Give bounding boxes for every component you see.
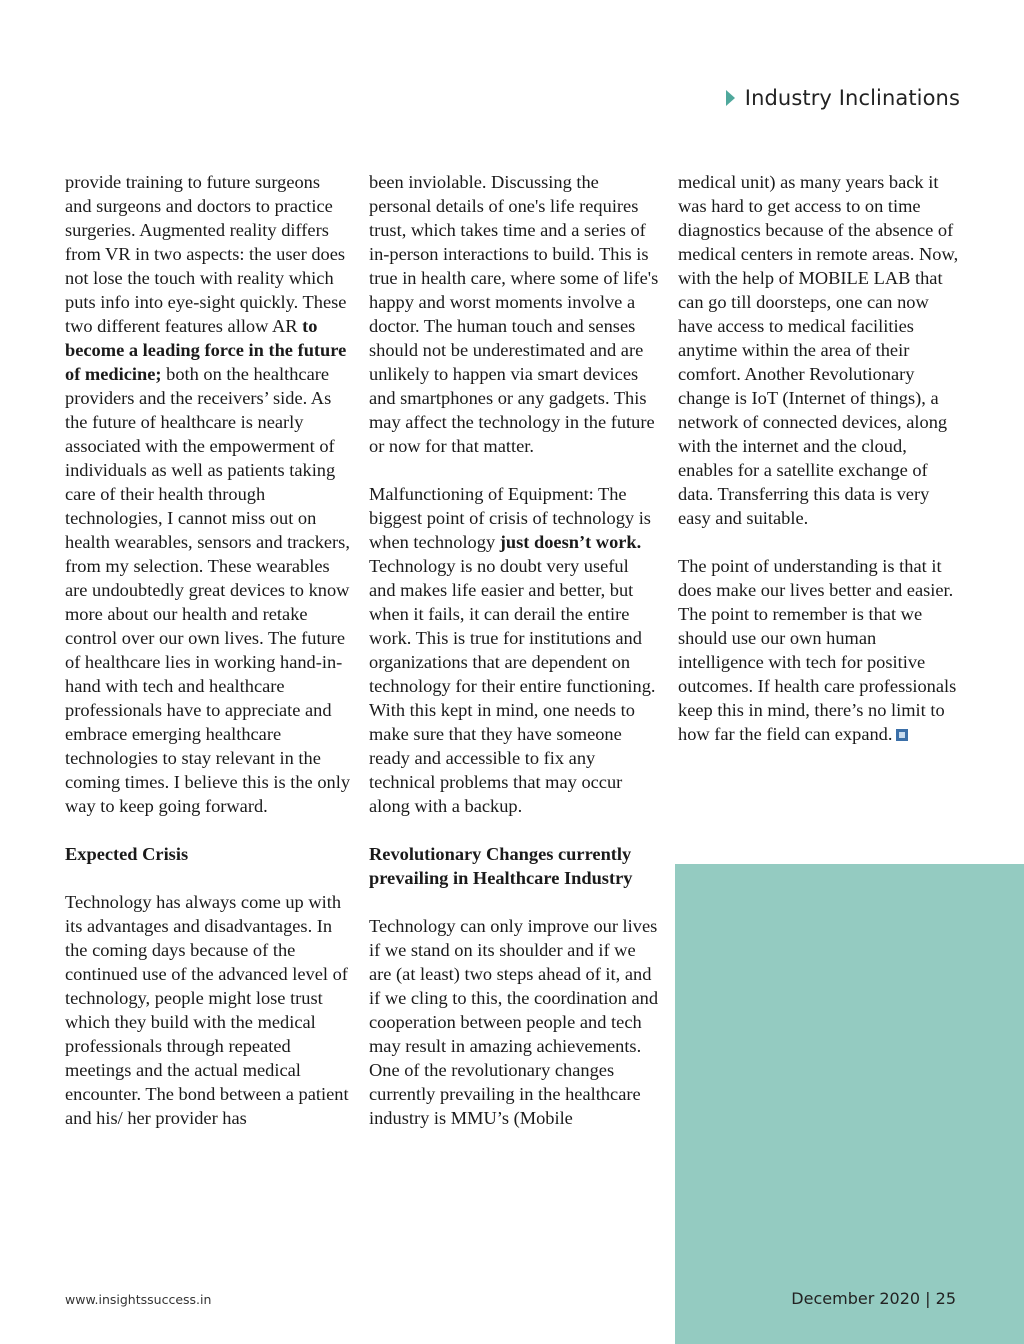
paragraph-text: Technology is no doubt very useful and makes life easier and better, but when it fails, it can derail the entire work. This is true for institutions and organizations that are dependent on technology for their entire functioning. With this kept in mind, one needs to make sure that they have someone ready and accessible to fix any technical problems that may occur along with a backup. [369, 556, 656, 816]
paragraph: been inviolable. Discussing the personal details of one's life requires trust, which takes time and a series of [369, 172, 646, 240]
footer-website: www.insightssuccess.in [65, 1292, 212, 1307]
column-3 [678, 170, 964, 770]
heading-text: Expected Crisis [65, 844, 189, 864]
paragraph-text: provide training to future surgeons and surgeons and doctors to practice surgeries. Augmented reality differs from VR in two aspects: the user does not lose the touch with reality which puts info into eye-sight quickly. These two different features allow AR [65, 172, 347, 336]
paragraph [369, 482, 659, 818]
end-mark-icon [896, 729, 908, 741]
decorative-teal-block [675, 864, 1024, 1344]
paragraph-text: both on the healthcare providers and the receivers’ side. As the future of healthcare is nearly associated with the empowerment of individuals as well as patients taking care of their health through technologies, I cannot miss out on health wearables, sensors and trackers, from my selection. These wearables are undoubtedly great devices to know more about our health and retake control over our own lives. The future of healthcare lies in working hand-in-hand with tech and healthcare professionals have to appreciate and embrace emerging healthcare technologies to stay relevant in the coming times. I believe this is the only way to keep going forward. [65, 364, 351, 816]
paragraph-text: Malfunctioning of Equipment: The biggest point of crisis of technology is when technology [369, 484, 651, 552]
paragraph: Technology can only improve our lives if we stand on its shoulder and if we are (at least) two steps ahead of it, and if we cling to this, the coordination and cooperation between people and tech may result in amazing achievements. One of the revolutionary changes currently prevailing in the healthcare industry is MMU’s (Mobile [369, 916, 659, 1128]
column-2 [369, 170, 659, 1154]
paragraph: medical unit) as many years back it was hard to get access to on time diagnostics because of the absence of medical centers in remote areas. Now, with the help of MOBILE LAB that can go till doorsteps, one can now have access to medical facilities anytime within the area of their comfort. Another Revolutionary change is IoT (Internet of things), a network of connected devices, along with the internet and the cloud, enables for a satellite exchange of data. Transferring this data is very easy and suitable. [678, 172, 959, 528]
paragraph: Technology has always come up with its advantages and disadvantages. In the coming days because of the continued use of the advanced level of technology, people might lose trust which they build with the medical professionals through repeated meetings and the actual medical encounter. The bond between a patient and his/ her provider has [65, 892, 349, 1128]
footer-issue-page: December 2020 | 25 [791, 1289, 956, 1308]
bold-text: just doesn’t work. [499, 532, 642, 552]
triangle-right-icon [726, 90, 735, 106]
paragraph [678, 554, 964, 746]
column-1 [65, 170, 350, 1154]
heading-text: Revolutionary Changes currently prevailing in Healthcare Industry [369, 844, 633, 888]
bold-text: to become a leading force in the future of medicine; [65, 316, 347, 384]
heading-expected-crisis [65, 842, 350, 866]
heading-revolutionary-changes [369, 842, 659, 890]
paragraph: in-person interactions to build. This is true in health care, where some of life's happy and worst moments involve a doctor. The human touch and senses should not be underestimated and are unlikely to happen via smart devices and smartphones or any gadgets. This may affect the technology in the future or now for that matter. [369, 244, 659, 456]
paragraph-text: The point of understanding is that it does make our lives better and easier. The point to remember is that we should use our own human intelligence with tech for positive outcomes. If health care professionals keep this in mind, there’s no limit to how far the field can expand. [678, 556, 957, 744]
paragraph [65, 170, 350, 818]
section-header [726, 86, 960, 110]
section-title: Industry Inclinations [744, 86, 960, 110]
